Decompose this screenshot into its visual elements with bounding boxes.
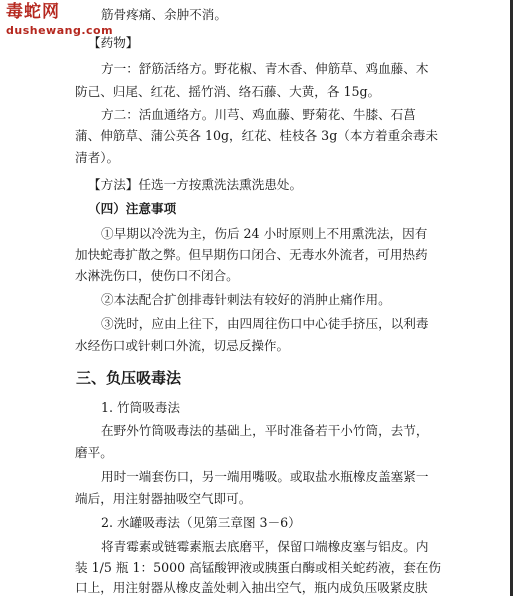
text-line-19: 磨平。 — [75, 445, 113, 460]
text-line-2: 【药物】 — [88, 35, 139, 50]
text-line-23: 将青霉素或链霉素瓶去底磨平，保留口端橡皮塞与铝皮。内 — [101, 539, 429, 554]
watermark-en: dushewang.com — [6, 24, 114, 37]
text-line-11: 加快蛇毒扩散之弊。但早期伤口闭合、无毒水外流者，可用热药 — [75, 247, 428, 262]
text-line-1: 筋骨疼痛、余肿不消。 — [101, 7, 227, 22]
text-line-22: 2. 水罐吸毒法（见第三章图 3－6） — [101, 515, 301, 530]
text-line-20: 用时一端套伤口，另一端用嘴吸。或取盐水瓶橡皮盖塞紧一 — [101, 469, 429, 484]
watermark-cn: 毒蛇网 — [6, 2, 60, 22]
section-title: 三、负压吸毒法 — [76, 369, 182, 387]
text-line-14: ③洗时，应由上往下，由四周往伤口中心徒手挤压，以利毒 — [101, 316, 429, 331]
text-line-6: 蒲、伸筋草、蒲公英各 10g，红花、桂枝各 3g（本方着重余毒未 — [75, 128, 439, 143]
text-line-5: 方二：活血通络方。川芎、鸡血藤、野菊花、牛膝、石菖 — [101, 107, 416, 122]
text-line-7: 清者）。 — [75, 150, 120, 165]
subheading-notes: （四）注意事项 — [88, 201, 177, 216]
text-line-10: ①早期以冷洗为主，伤后 24 小时原则上不用熏洗法，因有 — [101, 226, 428, 241]
text-line-4: 防己、归尾、红花、摇竹消、络石藤、大黄，各 15g。 — [75, 84, 381, 99]
text-line-8: 【方法】任选一方按熏洗法熏洗患处。 — [88, 177, 303, 192]
watermark-logo — [6, 4, 113, 36]
text-line-24: 装 1/5 瓶 1：5000 高锰酸钾液或胰蛋白酶或相关蛇药液，套在伤 — [75, 560, 441, 575]
text-line-25: 口上，用注射器从橡皮盖处刺入抽出空气，瓶内成负压吸紧皮肤 — [75, 580, 428, 595]
text-line-13: ②本法配合扩创排毒针刺法有较好的消肿止痛作用。 — [101, 292, 391, 307]
text-line-18: 在野外竹筒吸毒法的基础上，平时准备若干小竹筒，去节， — [101, 423, 429, 438]
text-line-17: 1. 竹筒吸毒法 — [101, 400, 180, 415]
text-line-21: 端后，用注射器抽吸空气即可。 — [75, 491, 252, 506]
text-line-12: 水淋洗伤口，使伤口不闭合。 — [75, 268, 239, 283]
text-line-3: 方一：舒筋活络方。野花椒、青木香、伸筋草、鸡血藤、木 — [101, 61, 429, 76]
text-line-15: 水经伤口或针刺口外流，切忌反操作。 — [75, 338, 290, 353]
